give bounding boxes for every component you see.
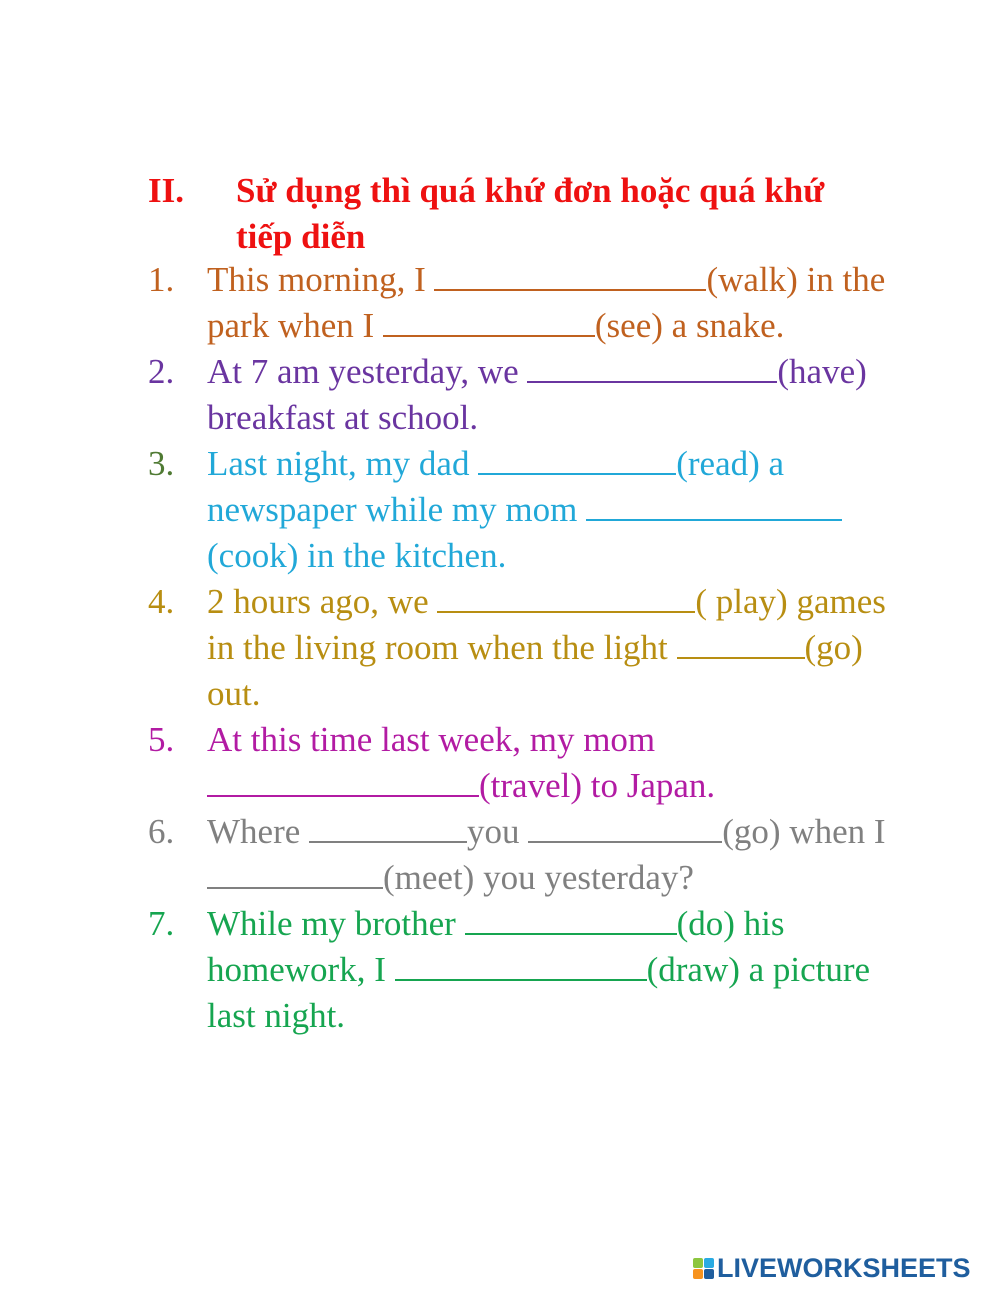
item-text: ( play) games in the living room when the light xyxy=(207,582,886,667)
logo-mark-tile xyxy=(693,1269,703,1279)
logo-mark-tile xyxy=(704,1258,714,1268)
answer-blank[interactable] xyxy=(677,631,805,659)
exercise-item-4 xyxy=(148,579,888,717)
exercise-item-5 xyxy=(148,717,888,809)
answer-blank[interactable] xyxy=(395,953,647,981)
answer-blank[interactable] xyxy=(527,355,777,383)
logo-mark-icon xyxy=(693,1258,714,1279)
answer-blank[interactable] xyxy=(478,447,676,475)
section-number: II. xyxy=(148,171,184,210)
item-text: (do) his homework, I xyxy=(207,904,785,989)
item-text: (walk) in the park when I xyxy=(207,260,886,345)
item-text: (see) a snake. xyxy=(594,306,785,345)
exercise-item-7 xyxy=(148,901,888,1039)
item-number: 6. xyxy=(148,812,175,851)
item-text: you xyxy=(467,812,529,851)
item-text: 2 hours ago, we xyxy=(207,582,438,621)
exercise-item-1 xyxy=(148,257,888,349)
exercise-item-3 xyxy=(148,441,888,579)
item-text: (cook) in the kitchen. xyxy=(207,536,507,575)
item-text: (draw) a picture last night. xyxy=(207,950,871,1035)
item-text: Where xyxy=(207,812,310,851)
answer-blank[interactable] xyxy=(207,861,383,889)
item-text: (travel) to Japan. xyxy=(479,766,716,805)
item-text: While my brother xyxy=(207,904,465,943)
exercise-list xyxy=(148,257,888,1039)
item-number: 3. xyxy=(148,444,175,483)
item-text: (meet) you yesterday? xyxy=(383,858,694,897)
item-number: 1. xyxy=(148,260,175,299)
item-text: (have) breakfast at school. xyxy=(207,352,867,437)
item-text: At this time last week, my mom xyxy=(207,720,656,759)
item-text: (go) out. xyxy=(207,628,863,713)
item-text: At 7 am yesterday, we xyxy=(207,352,528,391)
exercise-item-2 xyxy=(148,349,888,441)
answer-blank[interactable] xyxy=(434,263,706,291)
item-number: 2. xyxy=(148,352,175,391)
answer-blank[interactable] xyxy=(528,815,722,843)
item-text: (read) a newspaper while my mom xyxy=(207,444,785,529)
answer-blank[interactable] xyxy=(383,309,595,337)
answer-blank[interactable] xyxy=(586,493,842,521)
logo-mark-tile xyxy=(693,1258,703,1268)
answer-blank[interactable] xyxy=(465,907,677,935)
item-text: Last night, my dad xyxy=(207,444,479,483)
answer-blank[interactable] xyxy=(437,585,695,613)
answer-blank[interactable] xyxy=(207,769,479,797)
answer-blank[interactable] xyxy=(309,815,467,843)
logo-text: LIVEWORKSHEETS xyxy=(717,1252,971,1283)
exercise-item-6 xyxy=(148,809,888,901)
section-title: Sử dụng thì quá khứ đơn hoặc quá khứ tiếp diễn xyxy=(236,171,825,256)
item-number: 7. xyxy=(148,904,175,943)
item-text: This morning, I xyxy=(207,260,435,299)
item-text: (go) when I xyxy=(722,812,886,851)
logo-mark-tile xyxy=(704,1269,714,1279)
item-number: 4. xyxy=(148,582,175,621)
item-number: 5. xyxy=(148,720,175,759)
liveworksheets-logo xyxy=(693,1253,971,1283)
